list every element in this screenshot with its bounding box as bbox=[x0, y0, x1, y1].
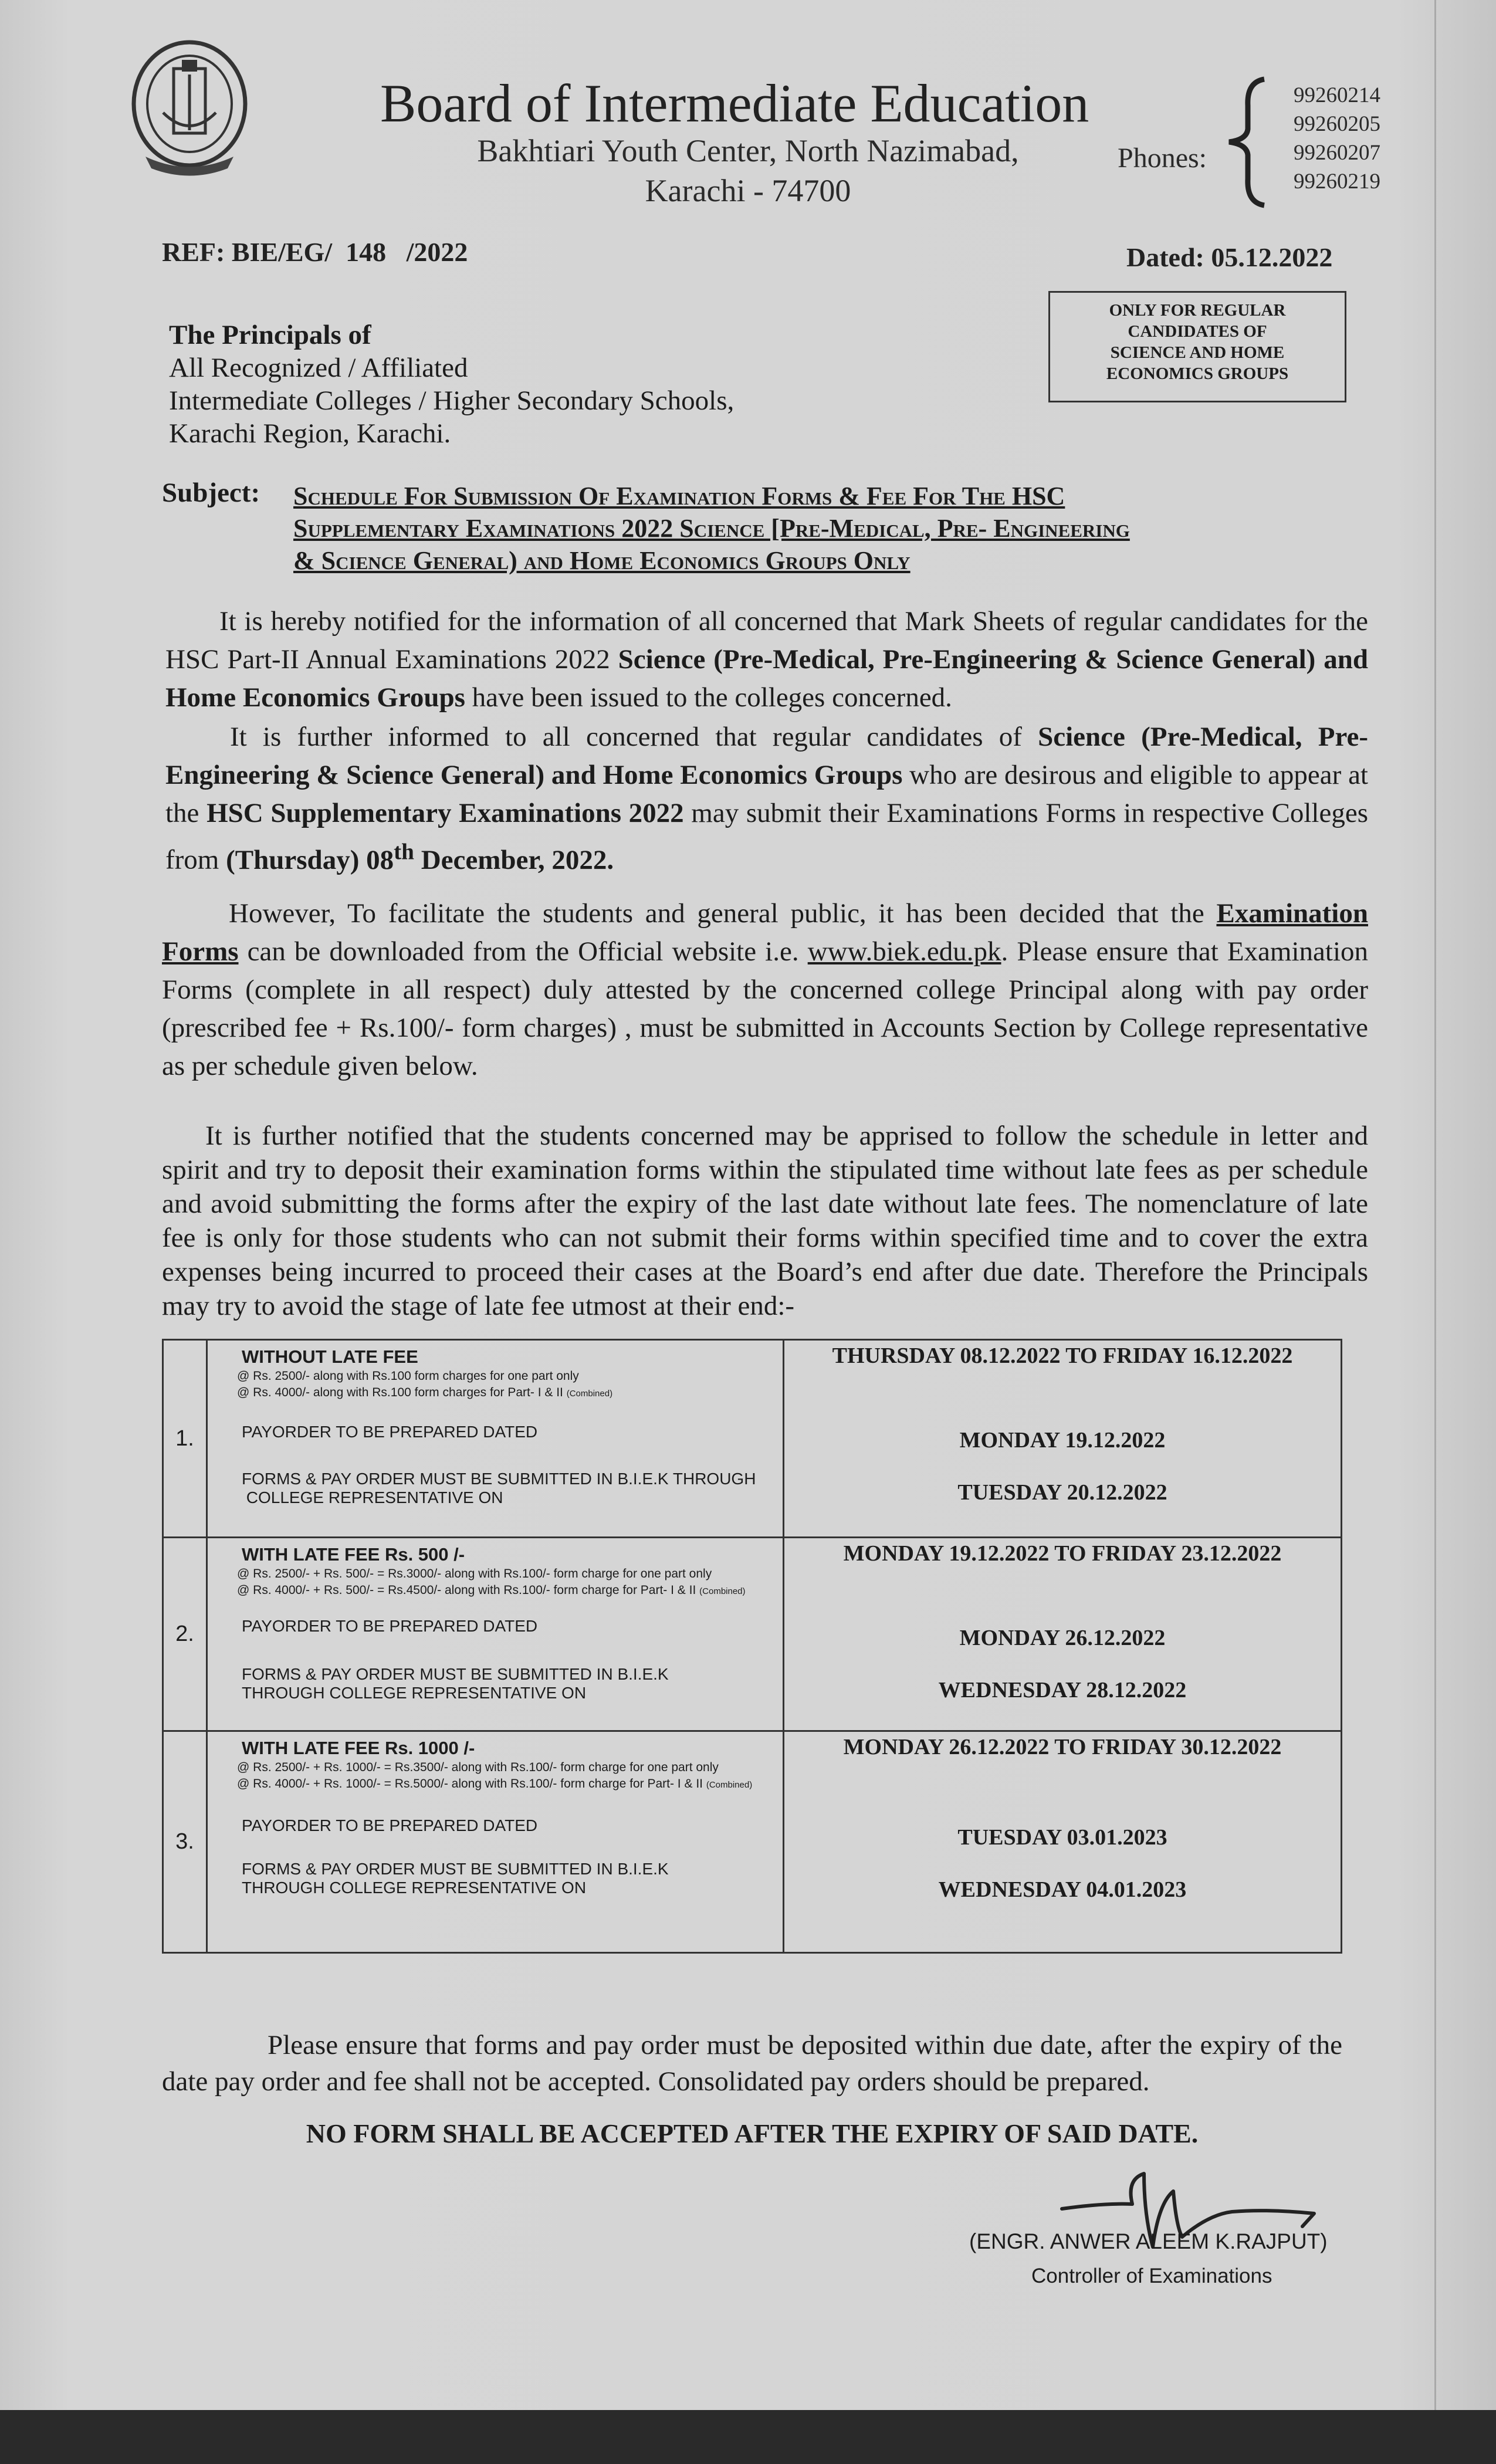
start-date bbox=[226, 839, 614, 875]
fee-line-text: @ Rs. 4000/- along with Rs.100 form charges for Part- I & II bbox=[237, 1386, 563, 1399]
paragraph-text: have been issued to the colleges concerned. bbox=[465, 682, 952, 713]
addressee-line: Intermediate Colleges / Higher Secondary Schools, bbox=[169, 385, 735, 416]
notice-box-line: CANDIDATES OF bbox=[1128, 322, 1267, 341]
period-dates: MONDAY 26.12.2022 TO FRIDAY 30.12.2022 bbox=[843, 1735, 1282, 1759]
dates-cell bbox=[784, 1340, 1342, 1538]
fee-heading: WITHOUT LATE FEE bbox=[242, 1346, 418, 1367]
board-title: Board of Intermediate Education bbox=[380, 73, 1089, 133]
fee-heading: WITH LATE FEE Rs. 500 /- bbox=[242, 1544, 465, 1565]
paragraph-bold: HSC Supplementary Examinations 2022 bbox=[207, 798, 684, 828]
reference-number: REF: BIE/EG/ 148 /2022 bbox=[162, 237, 468, 267]
submit-label: FORMS & PAY ORDER MUST BE SUBMITTED IN B.I.E.K bbox=[242, 1665, 669, 1683]
notice-box bbox=[1048, 291, 1346, 402]
dates-cell bbox=[784, 1538, 1342, 1731]
fee-note: (Combined) bbox=[699, 1586, 746, 1596]
fee-line-text: @ Rs. 4000/- + Rs. 1000/- = Rs.5000/- along with Rs.100/- form charge for Part- I & II bbox=[237, 1777, 703, 1791]
closing-paragraph: Please ensure that forms and pay order must be deposited within due date, after the expiry of the date pay order and fee shall not be accepted. Consolidated pay orders should be prepared. bbox=[162, 2030, 1342, 2097]
payorder-date: MONDAY 26.12.2022 bbox=[959, 1626, 1166, 1650]
subject-line: Supplementary Examinations 2022 Science [Pre-Medical, Pre- Engineering bbox=[293, 514, 1130, 543]
fee-details-cell bbox=[207, 1731, 784, 1953]
scan-bottom-edge bbox=[0, 2410, 1496, 2464]
payorder-label: PAYORDER TO BE PREPARED DATED bbox=[242, 1423, 538, 1441]
subject-line: & Science General) and Home Economics Groups Only bbox=[293, 546, 911, 575]
fee-line bbox=[237, 1776, 783, 1793]
subject-line: Schedule For Submission Of Examination Forms & Fee For The HSC bbox=[293, 482, 1065, 510]
paragraph-bold: December, 2022. bbox=[414, 844, 614, 875]
fee-line: @ Rs. 2500/- + Rs. 500/- = Rs.3000/- along with Rs.100/- form charge for one part only bbox=[237, 1567, 712, 1580]
addressee-line: All Recognized / Affiliated bbox=[169, 353, 468, 383]
paragraph-text: who are desirous and eligible to appear at the bbox=[165, 760, 1368, 828]
fee-details-cell bbox=[207, 1538, 784, 1731]
fee-heading: WITH LATE FEE Rs. 1000 /- bbox=[242, 1738, 475, 1758]
paragraph-3 bbox=[162, 895, 1368, 1085]
payorder-label: PAYORDER TO BE PREPARED DATED bbox=[242, 1617, 538, 1635]
board-logo-emblem bbox=[128, 36, 251, 183]
subject-text bbox=[293, 480, 1343, 577]
curly-brace-icon bbox=[1223, 76, 1270, 208]
submit-label: THROUGH COLLEGE REPRESENTATIVE ON bbox=[242, 1879, 587, 1897]
paragraph-text: It is further informed to all concerned that regular candidates of bbox=[230, 722, 1038, 752]
paragraph-text: . Please ensure that Examination Forms (complete in all respect) duly attested by the concerned college Principal along with pay order (prescribed fee + Rs.100/- form charges) , must be submitted in Accounts Section by College representative as per schedule given below. bbox=[162, 936, 1369, 1081]
addressee-line: The Principals of bbox=[169, 320, 371, 350]
paragraph-text: It is hereby notified for the information of all concerned that Mark Sheets of regular candidates for the HSC Part-II Annual Examinations 2022 bbox=[165, 606, 1368, 675]
period-dates: THURSDAY 08.12.2022 TO FRIDAY 16.12.2022 bbox=[832, 1343, 1293, 1368]
address-line-1: Bakhtiari Youth Center, North Nazimabad, bbox=[477, 133, 1019, 168]
paragraph-text: may submit their Examinations Forms in respective Colleges from bbox=[165, 798, 1368, 875]
submit-date: WEDNESDAY 28.12.2022 bbox=[938, 1678, 1187, 1703]
submit-date: WEDNESDAY 04.01.2023 bbox=[938, 1877, 1187, 1902]
signatory-name: (ENGR. ANWER ALEEM K.RAJPUT) bbox=[969, 2229, 1328, 2253]
dated: Dated: 05.12.2022 bbox=[1126, 242, 1333, 272]
phone-number: 99260207 bbox=[1294, 141, 1380, 165]
paragraph-text: can be downloaded from the Official website i.e. bbox=[238, 936, 808, 967]
signatory-title: Controller of Examinations bbox=[1031, 2265, 1272, 2287]
paragraph-2 bbox=[165, 718, 1368, 879]
table-row bbox=[163, 1538, 1342, 1731]
phone-number: 99260205 bbox=[1294, 112, 1380, 136]
ordinal-suffix: th bbox=[394, 839, 414, 864]
fee-line-text: @ Rs. 4000/- + Rs. 500/- = Rs.4500/- along with Rs.100/- form charge for Part- I & II bbox=[237, 1583, 696, 1597]
notice-box-line: ECONOMICS GROUPS bbox=[1106, 364, 1289, 383]
phone-number: 99260214 bbox=[1294, 83, 1380, 107]
paragraph-bold: Science (Pre-Medical, Pre-Engineering & Science General) and Home Economics Groups bbox=[165, 644, 1368, 713]
paragraph-bold: Science (Pre-Medical, Pre-Engineering & Science General) and Home Economics Groups bbox=[165, 722, 1368, 790]
fee-line bbox=[237, 1385, 783, 1402]
phone-number: 99260219 bbox=[1294, 170, 1380, 194]
fee-line: @ Rs. 2500/- along with Rs.100 form charges for one part only bbox=[237, 1369, 579, 1383]
row-number: 3. bbox=[163, 1731, 207, 1953]
row-number: 2. bbox=[163, 1538, 207, 1731]
fee-line bbox=[237, 1583, 783, 1599]
fee-line: @ Rs. 2500/- + Rs. 1000/- = Rs.3500/- along with Rs.100/- form charge for one part only bbox=[237, 1761, 719, 1774]
fee-note: (Combined) bbox=[566, 1389, 613, 1399]
payorder-date: MONDAY 19.12.2022 bbox=[959, 1428, 1166, 1453]
subject-label: Subject: bbox=[162, 478, 260, 508]
notice-box-line: SCIENCE AND HOME bbox=[1110, 343, 1285, 362]
paragraph-1 bbox=[165, 603, 1368, 717]
payorder-label: PAYORDER TO BE PREPARED DATED bbox=[242, 1816, 538, 1835]
dates-cell bbox=[784, 1731, 1342, 1953]
period-dates: MONDAY 19.12.2022 TO FRIDAY 23.12.2022 bbox=[843, 1541, 1282, 1566]
addressee-line: Karachi Region, Karachi. bbox=[169, 418, 451, 449]
payorder-date: TUESDAY 03.01.2023 bbox=[957, 1825, 1167, 1850]
paragraph-4: It is further notified that the students concerned may be apprised to follow the schedule in letter and spirit and try to deposit their examination forms within the stipulated time without late fees as per schedule and avoid submitting the forms after the expiry of the last date without late fees. The nomenclature of late fee is only for those students who can not submit their forms within specified time and to cover the extra expenses being incurred to proceed their cases at the Board’s end after due date. Therefore the Principals may try to avoid the stage of late fee utmost at their end:- bbox=[162, 1121, 1368, 1321]
submit-label: COLLEGE REPRESENTATIVE ON bbox=[242, 1488, 503, 1507]
addressee bbox=[169, 319, 734, 450]
notice-box-line: ONLY FOR REGULAR bbox=[1109, 301, 1286, 320]
row-number: 1. bbox=[163, 1340, 207, 1538]
submit-label: THROUGH COLLEGE REPRESENTATIVE ON bbox=[242, 1684, 587, 1702]
website-link[interactable]: www.biek.edu.pk bbox=[807, 936, 1001, 967]
paper-fold-line bbox=[1434, 0, 1436, 2410]
fee-details-cell bbox=[207, 1340, 784, 1538]
phones-label: Phones: bbox=[1118, 143, 1207, 174]
paragraph-bold: Examination Forms bbox=[162, 898, 1368, 967]
submit-date: TUESDAY 20.12.2022 bbox=[957, 1480, 1167, 1505]
schedule-table bbox=[162, 1339, 1342, 1954]
submit-label: FORMS & PAY ORDER MUST BE SUBMITTED IN B.I.E.K bbox=[242, 1860, 669, 1878]
address-line-2: Karachi - 74700 bbox=[645, 173, 851, 208]
submit-label: FORMS & PAY ORDER MUST BE SUBMITTED IN B.I.E.K THROUGH bbox=[242, 1470, 756, 1488]
paragraph-text: However, To facilitate the students and general public, it has been decided that the bbox=[229, 898, 1217, 929]
table-row bbox=[163, 1731, 1342, 1953]
fee-note: (Combined) bbox=[706, 1780, 753, 1790]
paragraph-bold: (Thursday) 08 bbox=[226, 844, 394, 875]
final-notice: NO FORM SHALL BE ACCEPTED AFTER THE EXPIRY OF SAID DATE. bbox=[306, 2118, 1199, 2148]
table-row bbox=[163, 1340, 1342, 1538]
